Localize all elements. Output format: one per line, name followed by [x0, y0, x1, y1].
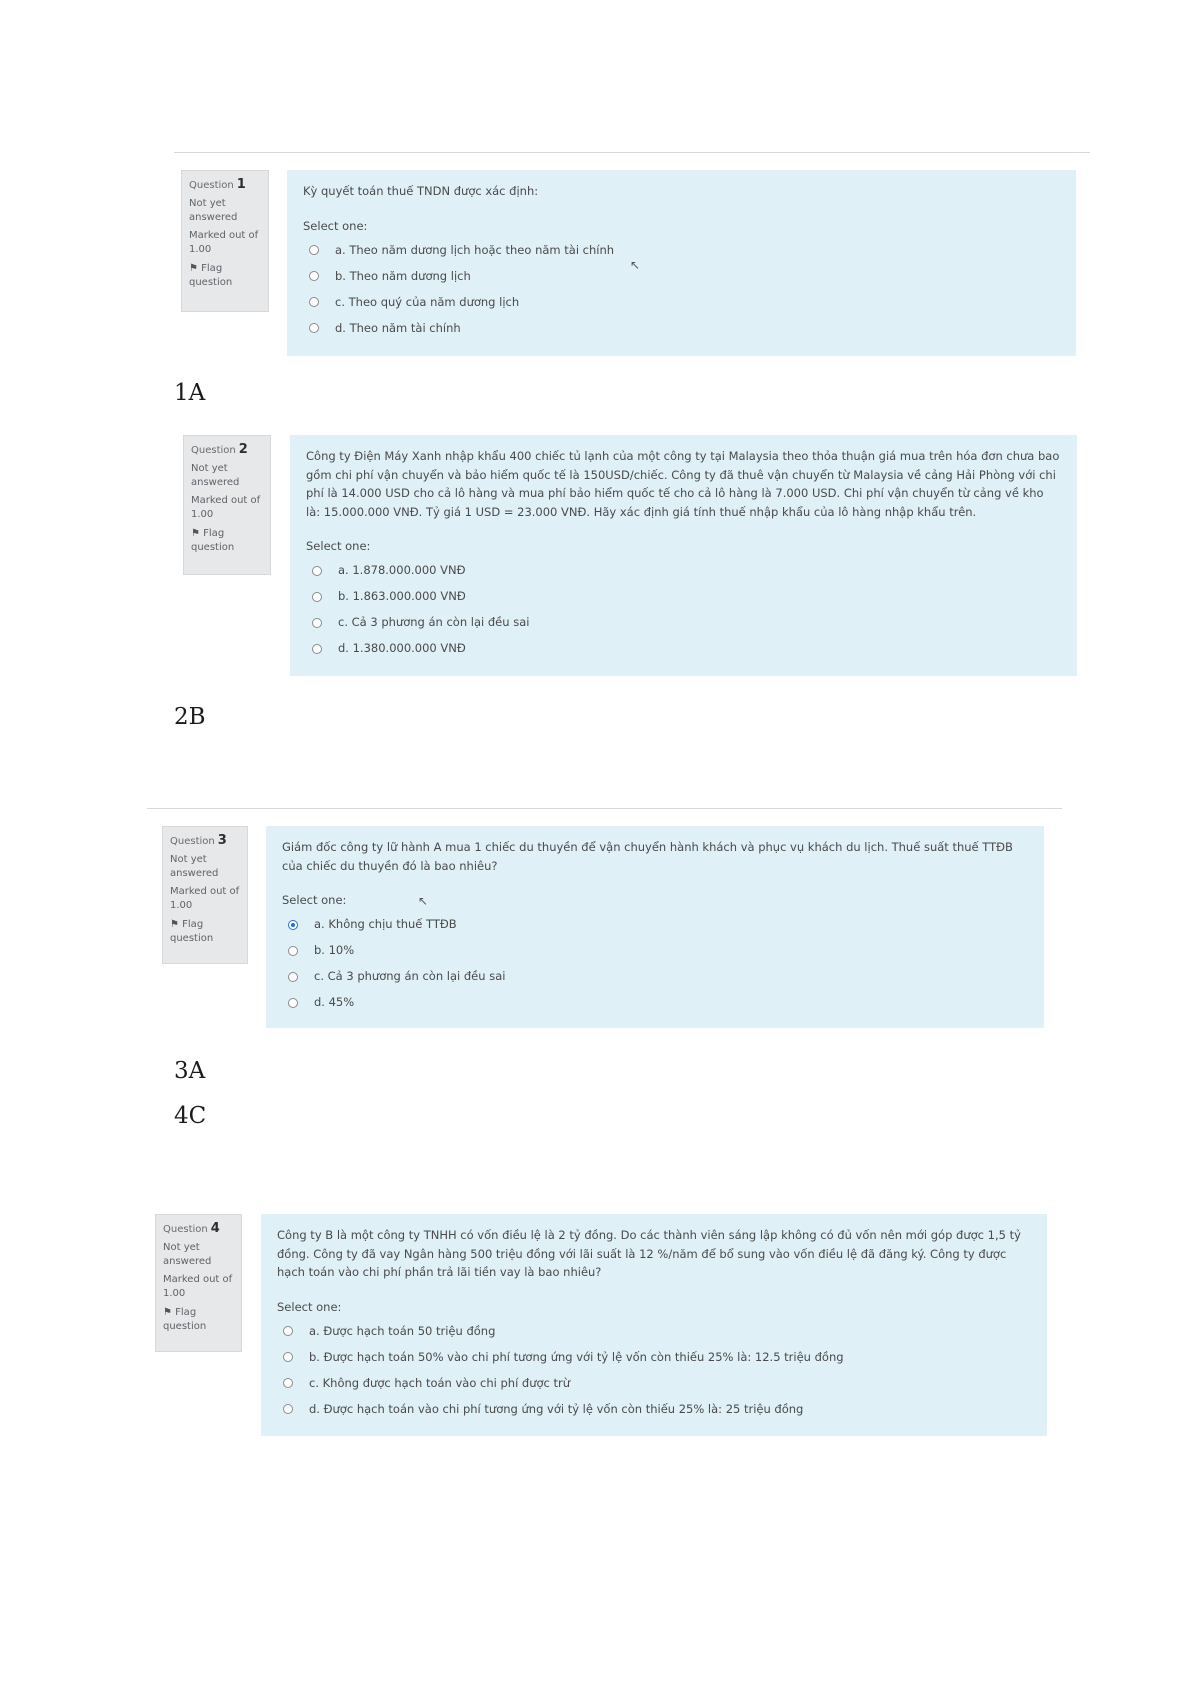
- separator-top: [174, 152, 1090, 153]
- question-number: Question 1: [189, 177, 246, 192]
- answer-note: 3A: [174, 1058, 206, 1084]
- answer-option[interactable]: [306, 584, 1061, 610]
- radio-button[interactable]: [283, 1404, 293, 1414]
- answer-note: 1A: [174, 380, 206, 406]
- question-number: Question 2: [191, 442, 248, 457]
- mouse-cursor-icon: ↖: [630, 258, 641, 272]
- answer-option[interactable]: [277, 1396, 1031, 1422]
- radio-button-selected[interactable]: [288, 920, 298, 930]
- answer-label[interactable]: b. Theo năm dương lịch: [335, 268, 471, 283]
- select-one-label: Select one:: [303, 218, 368, 233]
- radio-button[interactable]: [312, 618, 322, 628]
- question-marks: Marked out of 1.00: [189, 230, 259, 255]
- radio-button[interactable]: [312, 566, 322, 576]
- radio-button[interactable]: [312, 592, 322, 602]
- answer-option[interactable]: [303, 289, 1060, 315]
- select-one-label: Select one:: [277, 1299, 342, 1314]
- question-status: Not yet answered: [163, 1242, 212, 1267]
- question-info-4: [155, 1214, 242, 1352]
- answer-label[interactable]: d. 1.380.000.000 VNĐ: [338, 641, 466, 656]
- answer-label[interactable]: a. Được hạch toán 50 triệu đồng: [309, 1323, 496, 1338]
- question-info-1: [181, 170, 269, 312]
- flag-icon: ⚑: [191, 528, 200, 539]
- answer-option[interactable]: [282, 938, 1028, 964]
- question-info-2: [183, 435, 271, 575]
- answer-label[interactable]: c. Không được hạch toán vào chi phí được trừ: [309, 1375, 571, 1390]
- radio-button[interactable]: [309, 271, 319, 281]
- answer-label[interactable]: d. 45%: [314, 995, 355, 1010]
- question-status: Not yet answered: [189, 198, 238, 223]
- question-status: Not yet answered: [191, 463, 240, 488]
- answer-label[interactable]: b. Được hạch toán 50% vào chi phí tương ứng với tỷ lệ vốn còn thiếu 25% là: 12.5 triệu đồng: [309, 1349, 844, 1364]
- radio-button[interactable]: [283, 1378, 293, 1388]
- radio-button[interactable]: [283, 1352, 293, 1362]
- flag-icon: ⚑: [170, 919, 179, 930]
- question-text: Giám đốc công ty lữ hành A mua 1 chiếc du thuyền để vận chuyển hành khách và phục vụ khách du lịch. Thuế suất thuế TTĐB của chiếc du thuyền đó là bao nhiêu?: [282, 840, 1013, 873]
- answer-label[interactable]: a. Theo năm dương lịch hoặc theo năm tài chính: [335, 242, 615, 257]
- question-text: Công ty B là một công ty TNHH có vốn điều lệ là 2 tỷ đồng. Do các thành viên sáng lập không có đủ vốn nên mới góp được 1,5 tỷ đồng. Công ty đã vay Ngân hàng 500 triệu đồng với lãi suất là 12 %/năm để bổ sung vào vốn điều lệ đã đăng ký. Công ty được hạch toán vào chi phí phần trả lãi tiền vay là bao nhiêu?: [277, 1228, 1021, 1279]
- question-info-3: [162, 826, 248, 964]
- answer-option[interactable]: [282, 912, 1028, 938]
- answer-option[interactable]: [303, 315, 1060, 341]
- answer-option[interactable]: [306, 610, 1061, 636]
- answer-label[interactable]: c. Theo quý của năm dương lịch: [335, 294, 520, 309]
- answer-label[interactable]: a. 1.878.000.000 VNĐ: [338, 563, 466, 578]
- question-text: Kỳ quyết toán thuế TNDN được xác định:: [303, 184, 539, 198]
- answer-option[interactable]: [306, 636, 1061, 662]
- answer-label[interactable]: b. 1.863.000.000 VNĐ: [338, 589, 466, 604]
- question-marks: Marked out of 1.00: [163, 1274, 233, 1299]
- radio-button[interactable]: [309, 297, 319, 307]
- answer-label[interactable]: a. Không chịu thuế TTĐB: [314, 917, 457, 932]
- answer-option[interactable]: [277, 1318, 1031, 1344]
- answer-label[interactable]: c. Cả 3 phương án còn lại đều sai: [338, 615, 530, 630]
- radio-button[interactable]: [283, 1326, 293, 1336]
- answer-label[interactable]: d. Theo năm tài chính: [335, 320, 461, 335]
- radio-button[interactable]: [309, 245, 319, 255]
- answer-option[interactable]: [306, 558, 1061, 584]
- answer-option[interactable]: [277, 1370, 1031, 1396]
- mouse-cursor-icon: ↖: [418, 894, 429, 908]
- answer-label[interactable]: b. 10%: [314, 943, 355, 958]
- radio-button[interactable]: [288, 998, 298, 1008]
- question-text: Công ty Điện Máy Xanh nhập khẩu 400 chiếc tủ lạnh của một công ty tại Malaysia theo thỏa thuận giá mua trên hóa đơn chưa bao gồm chi phí vận chuyển và bảo hiểm quốc tế là 150USD/chiếc. Công ty đã thuê vận chuyển từ Malaysia về cảng Hải Phòng với chi phí là 14.000 USD cho cả lô hàng và mua phí bảo hiểm quốc tế cho cả lô hàng là 7.000 USD. Chi phí vận chuyển từ cảng về kho là: 15.000.000 VNĐ. Tỷ giá 1 USD = 23.000 VNĐ. Hãy xác định giá tính thuế nhập khẩu của lô hàng nhập khẩu trên.: [306, 449, 1060, 519]
- answer-option[interactable]: [282, 964, 1028, 990]
- answer-option[interactable]: [303, 237, 1060, 263]
- flag-icon: ⚑: [163, 1307, 172, 1318]
- answer-option[interactable]: [303, 263, 1060, 289]
- answer-option[interactable]: [277, 1344, 1031, 1370]
- question-marks: Marked out of 1.00: [170, 886, 240, 911]
- question-status: Not yet answered: [170, 854, 219, 879]
- select-one-label: Select one:: [282, 893, 347, 907]
- answer-note: 2B: [174, 704, 206, 730]
- question-content-4: [261, 1214, 1047, 1436]
- flag-question-link[interactable]: ⚑ Flag question: [170, 919, 214, 944]
- flag-question-link[interactable]: ⚑ Flag question: [163, 1307, 207, 1332]
- question-content-3: [266, 826, 1044, 1028]
- select-one-label: Select one:: [306, 539, 371, 553]
- flag-question-link[interactable]: ⚑ Flag question: [191, 528, 235, 553]
- separator-middle: [147, 808, 1062, 809]
- radio-button[interactable]: [288, 946, 298, 956]
- answer-note: 4C: [174, 1103, 207, 1129]
- answer-label[interactable]: c. Cả 3 phương án còn lại đều sai: [314, 969, 506, 984]
- question-marks: Marked out of 1.00: [191, 495, 261, 520]
- question-content-1: [287, 170, 1076, 356]
- radio-button[interactable]: [309, 323, 319, 333]
- question-content-2: [290, 435, 1077, 676]
- question-number: Question 4: [163, 1221, 220, 1236]
- answer-label[interactable]: d. Được hạch toán vào chi phí tương ứng với tỷ lệ vốn còn thiếu 25% là: 25 triệu đồng: [309, 1401, 804, 1416]
- radio-button[interactable]: [312, 644, 322, 654]
- flag-icon: ⚑: [189, 263, 198, 274]
- radio-button[interactable]: [288, 972, 298, 982]
- question-number: Question 3: [170, 833, 227, 848]
- answer-option[interactable]: [282, 990, 1028, 1016]
- flag-question-link[interactable]: ⚑ Flag question: [189, 263, 233, 288]
